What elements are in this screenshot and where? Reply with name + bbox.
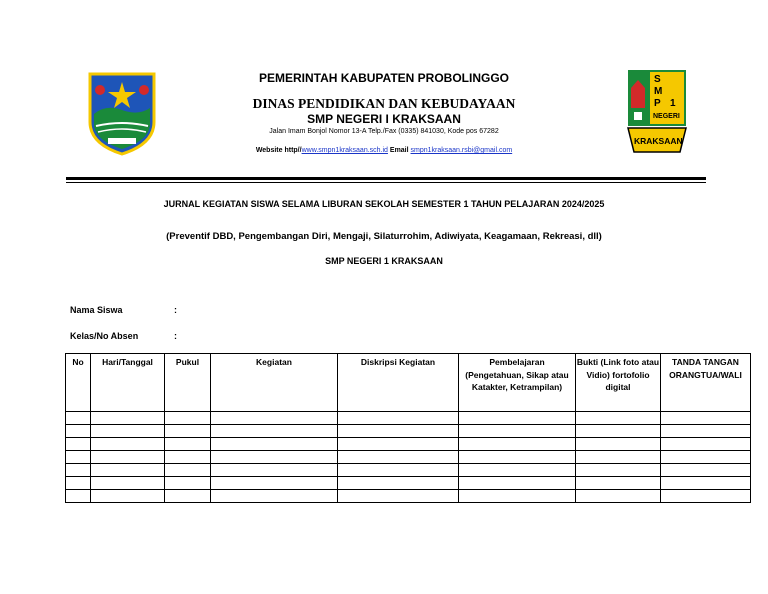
table-header-row <box>66 354 751 412</box>
table-row <box>66 425 751 438</box>
table-row <box>66 451 751 464</box>
table-cell[interactable] <box>165 451 211 464</box>
journal-table <box>65 353 751 503</box>
table-cell[interactable] <box>576 451 661 464</box>
table-row <box>66 438 751 451</box>
header-description: Diskripsi Kegiatan <box>338 354 459 412</box>
table-cell[interactable] <box>459 464 576 477</box>
table-cell[interactable] <box>66 412 91 425</box>
table-cell[interactable] <box>211 425 338 438</box>
table-cell[interactable] <box>576 490 661 503</box>
table-cell[interactable] <box>91 438 165 451</box>
document-school: SMP NEGERI 1 KRAKSAAN <box>325 256 443 266</box>
table-cell[interactable] <box>459 425 576 438</box>
table-cell[interactable] <box>91 477 165 490</box>
table-cell[interactable] <box>211 464 338 477</box>
table-cell[interactable] <box>91 464 165 477</box>
table-cell[interactable] <box>165 464 211 477</box>
table-cell[interactable] <box>165 490 211 503</box>
table-cell[interactable] <box>338 477 459 490</box>
table-cell[interactable] <box>165 477 211 490</box>
document-subtitle: (Preventif DBD, Pengembangan Diri, Mengaji, Silaturrohim, Adiwiyata, Keagamaan, Rekreasi, dll) <box>166 231 602 242</box>
table-cell[interactable] <box>338 490 459 503</box>
table-cell[interactable] <box>459 490 576 503</box>
logo-letter-p: P <box>654 98 661 109</box>
table-cell[interactable] <box>576 464 661 477</box>
table-cell[interactable] <box>459 438 576 451</box>
govt-name: PEMERINTAH KABUPATEN PROBOLINGGO <box>258 71 509 85</box>
header-no: No <box>66 354 91 412</box>
table-cell[interactable] <box>661 412 751 425</box>
table-cell[interactable] <box>165 425 211 438</box>
table-cell[interactable] <box>459 412 576 425</box>
document-title: JURNAL KEGIATAN SISWA SELAMA LIBURAN SEKOLAH SEMESTER 1 TAHUN PELAJARAN 2024/2025 <box>163 199 605 209</box>
table-cell[interactable] <box>661 490 751 503</box>
table-cell[interactable] <box>338 412 459 425</box>
letterhead-rule-thick <box>66 177 706 180</box>
table-cell[interactable] <box>66 451 91 464</box>
table-cell[interactable] <box>338 464 459 477</box>
logo-banner-text: KRAKSAAN <box>634 136 683 146</box>
table-cell[interactable] <box>338 425 459 438</box>
table-row <box>66 464 751 477</box>
logo-letter-s: S <box>654 74 661 85</box>
table-row <box>66 490 751 503</box>
table-cell[interactable] <box>661 451 751 464</box>
table-cell[interactable] <box>91 412 165 425</box>
school-address: Jalan Imam Bonjol Nomor 13-A Telp./Fax (0335) 841030, Kode pos 67282 <box>269 128 499 135</box>
header-evidence: Bukti (Link foto atau Vidio) fortofolio digital <box>576 354 661 412</box>
class-number-colon: : <box>174 331 177 341</box>
contact-line <box>0 147 768 154</box>
table-cell[interactable] <box>211 412 338 425</box>
school-name: SMP NEGERI I KRAKSAAN <box>307 112 461 126</box>
table-cell[interactable] <box>661 438 751 451</box>
table-cell[interactable] <box>576 412 661 425</box>
email-link[interactable]: smpn1kraksaan.rsbi@gmail.com <box>410 147 513 154</box>
student-name-colon: : <box>174 305 177 315</box>
table-cell[interactable] <box>661 464 751 477</box>
class-number-label: Kelas/No Absen <box>70 331 139 341</box>
table-cell[interactable] <box>91 425 165 438</box>
department-name: DINAS PENDIDIKAN DAN KEBUDAYAAN <box>252 96 516 111</box>
table-cell[interactable] <box>661 477 751 490</box>
table-cell[interactable] <box>66 425 91 438</box>
table-cell[interactable] <box>66 477 91 490</box>
table-row <box>66 477 751 490</box>
table-cell[interactable] <box>661 425 751 438</box>
table-cell[interactable] <box>211 438 338 451</box>
table-cell[interactable] <box>576 477 661 490</box>
website-label: Website http// <box>255 147 302 154</box>
table-cell[interactable] <box>576 425 661 438</box>
table-cell[interactable] <box>211 451 338 464</box>
header-learning: Pembelajaran (Pengetahuan, Sikap atau Katakter, Ketrampilan) <box>459 354 576 412</box>
table-cell[interactable] <box>66 438 91 451</box>
table-cell[interactable] <box>165 438 211 451</box>
table-cell[interactable] <box>338 438 459 451</box>
table-cell[interactable] <box>459 477 576 490</box>
table-cell[interactable] <box>338 451 459 464</box>
table-cell[interactable] <box>66 464 91 477</box>
table-cell[interactable] <box>576 438 661 451</box>
header-date: Hari/Tanggal <box>91 354 165 412</box>
table-cell[interactable] <box>211 490 338 503</box>
letterhead-rule-thin <box>66 182 706 183</box>
journal-table-body <box>66 412 751 503</box>
header-activity: Kegiatan <box>211 354 338 412</box>
table-row <box>66 412 751 425</box>
table-cell[interactable] <box>91 490 165 503</box>
student-name-label: Nama Siswa <box>70 305 123 315</box>
table-cell[interactable] <box>165 412 211 425</box>
logo-letter-m: M <box>654 86 663 97</box>
logo-negeri: NEGERI <box>653 113 680 120</box>
header-signature: TANDA TANGAN ORANGTUA/WALI <box>661 354 751 412</box>
logo-digit-1: 1 <box>670 98 676 109</box>
table-cell[interactable] <box>459 451 576 464</box>
table-cell[interactable] <box>91 451 165 464</box>
table-cell[interactable] <box>66 490 91 503</box>
website-link[interactable]: www.smpn1kraksaan.sch.id <box>301 147 388 154</box>
email-label: Email <box>387 147 411 154</box>
table-cell[interactable] <box>211 477 338 490</box>
header-time: Pukul <box>165 354 211 412</box>
